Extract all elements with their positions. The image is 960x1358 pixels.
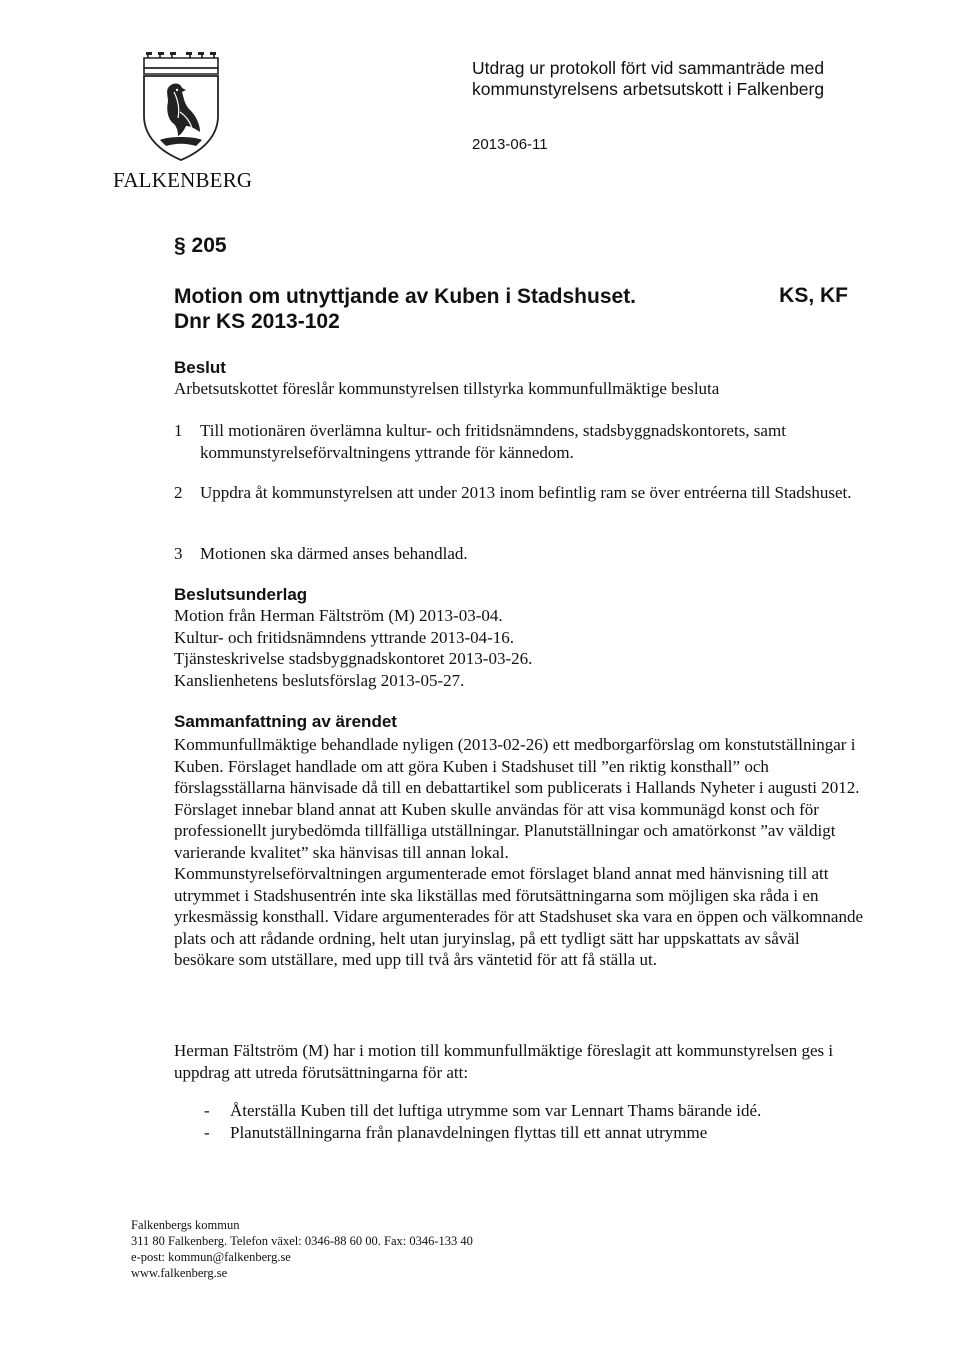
falcon-coat-of-arms-icon	[138, 52, 224, 162]
summary-paragraph: Kommunstyrelseförvaltningen argumenterade emot förslaget bland annat med hänvisning till att utrymmet i Stadshusentrén inte ska likställas med förutsättningarna som möjligen ska råda i en yrkesmässig konsthall. Vidare argumenterades för att Stadshuset ska vara en öppen och välkomnande plats och att rådande ordning, helt utan juryinslag, på ett tydligt sätt har uppskattats av såväl besökare som utställare, med upp till två års väntetid för att få ställa ut.	[174, 864, 864, 969]
motion-title	[174, 284, 636, 334]
footer	[131, 1217, 473, 1281]
proposal-item	[174, 1100, 864, 1122]
paragraph-number: § 205	[174, 234, 227, 257]
underlag-heading: Beslutsunderlag	[174, 585, 308, 604]
diary-number: Dnr KS 2013-102	[174, 310, 340, 333]
decision-item-text: Till motionären överlämna kultur- och fritidsnämndens, stadsbyggnadskontorets, samt kommunstyrelseförvaltningens yttrande för kännedom.	[200, 421, 786, 462]
decision-item	[174, 420, 854, 463]
decision-item	[174, 482, 854, 504]
underlag-item: Motion från Herman Fältström (M) 2013-03-04.	[174, 606, 503, 625]
protocol-title-line: Utdrag ur protokoll fört vid sammanträde med	[472, 58, 825, 78]
protocol-title	[472, 58, 824, 100]
decision-item-text: Uppdra åt kommunstyrelsen att under 2013 inom befintlig ram se över entréerna till Stadshuset.	[200, 483, 852, 502]
footer-email: e-post: kommun@falkenberg.se	[131, 1250, 291, 1264]
summary-heading: Sammanfattning av ärendet	[174, 712, 397, 731]
underlag-item: Tjänsteskrivelse stadsbyggnadskontoret 2013-03-26.	[174, 649, 533, 668]
beslut-heading: Beslut	[174, 358, 226, 377]
dash-bullet: -	[204, 1123, 210, 1142]
beslut-intro: Arbetsutskottet föreslår kommunstyrelsen tillstyrka kommunfullmäktige besluta	[174, 379, 720, 398]
proposal-item	[174, 1122, 864, 1144]
decision-item-number: 2	[174, 483, 183, 502]
proposal-item-text: Planutställningarna från planavdelningen flyttas till ett annat utrymme	[230, 1123, 708, 1142]
protocol-date: 2013-06-11	[472, 136, 548, 153]
footer-website: www.falkenberg.se	[131, 1266, 228, 1280]
footer-org: Falkenbergs kommun	[131, 1218, 240, 1232]
protocol-title-line: kommunstyrelsens arbetsutskott i Falkenberg	[472, 79, 825, 99]
underlag-item: Kanslienhetens beslutsförslag 2013-05-27.	[174, 670, 465, 690]
motion-paragraph: Herman Fältström (M) har i motion till kommunfullmäktige föreslagit att kommunstyrelsen ges i uppdrag att utreda förutsättningarna för att:	[174, 1041, 834, 1082]
summary-text	[174, 734, 864, 971]
underlag-item: Kultur- och fritidsnämndens yttrande 2013-04-16.	[174, 627, 515, 647]
recipients: KS, KF	[779, 284, 848, 307]
motion-title-line: Motion om utnyttjande av Kuben i Stadshuset.	[174, 285, 637, 308]
footer-address: 311 80 Falkenberg. Telefon växel: 0346-88 60 00. Fax: 0346-133 40	[131, 1234, 473, 1248]
municipality-name: FALKENBERG	[113, 168, 253, 192]
summary-paragraph: Kommunfullmäktige behandlade nyligen (2013-02-26) ett medborgarförslag om konstutställningar i Kuben. Förslaget handlade om att göra Kuben i Stadshuset till ”en riktig konsthall” och förslagsställarna hänvisade då till en debattartikel som publicerats i Hallands Nyheter i augusti 2012. Förslaget innebar bland annat att Kuben skulle användas för att visa kommunägd konst och för professionellt jurybedömda tillfälliga utställningar. Planutställningar och amatörkonst ”av väldigt varierande kvalitet” ska hänvisas till annan lokal.	[174, 735, 860, 862]
decision-item	[174, 543, 854, 565]
decision-item-number: 1	[174, 421, 183, 440]
proposal-item-text: Återställa Kuben till det luftiga utrymme som var Lennart Thams bärande idé.	[230, 1101, 762, 1120]
underlag-list	[174, 605, 854, 691]
proposal-list	[174, 1100, 864, 1144]
decision-item-number: 3	[174, 544, 183, 563]
dash-bullet: -	[204, 1101, 210, 1120]
decision-item-text: Motionen ska därmed anses behandlad.	[200, 544, 468, 563]
